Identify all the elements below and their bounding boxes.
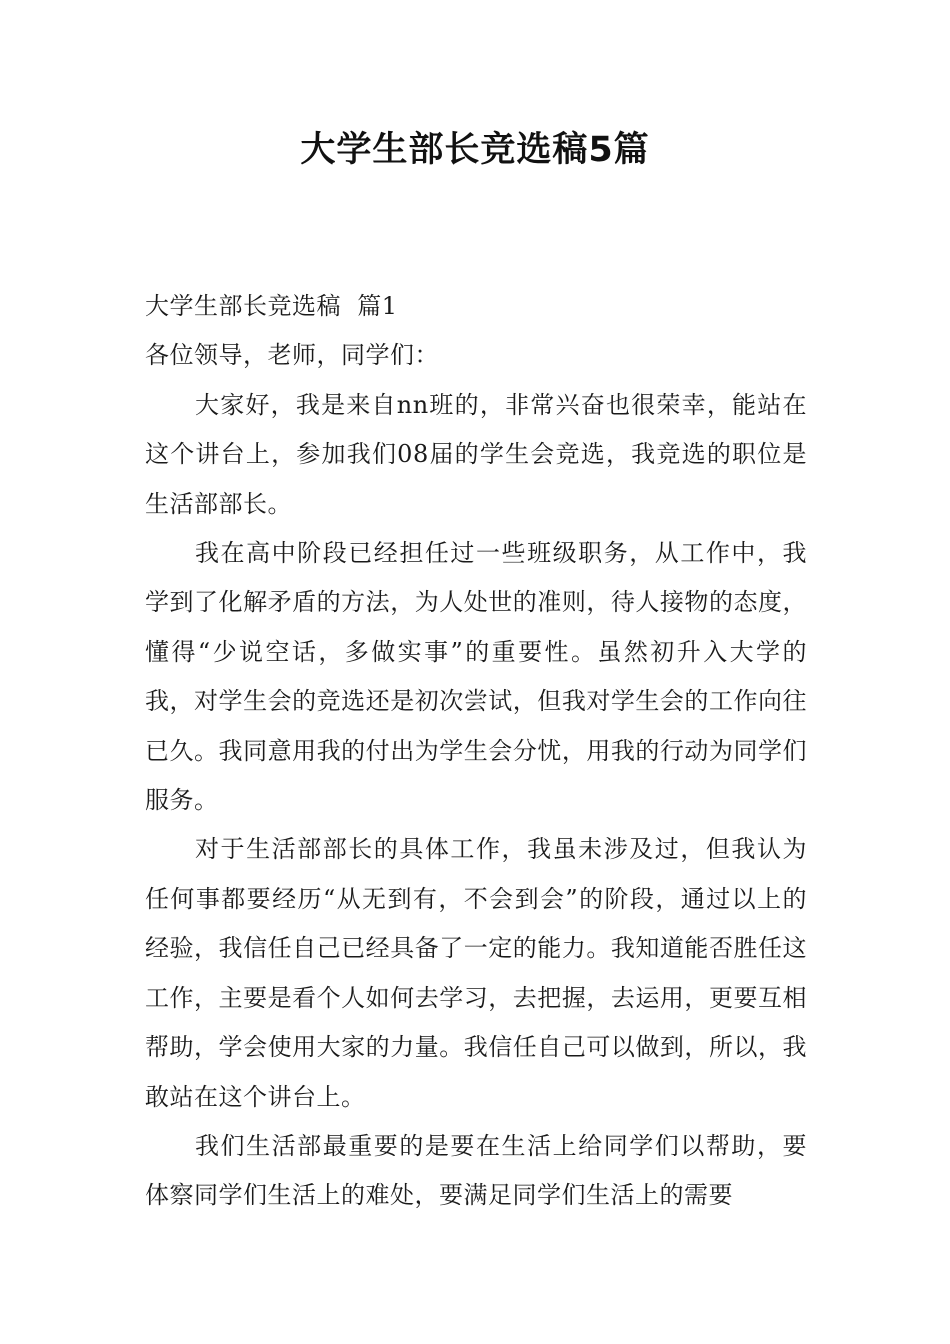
paragraph-3: 对于生活部部长的具体工作，我虽未涉及过，但我认为任何事都要经历“从无到有，不会到会”的阶段，通过以上的经验，我信任自己已经具备了一定的能力。我知道能否胜任这工作，主要是看个人如何去学习，去把握，去运用，更要互相帮助，学会使用大家的力量。我信任自己可以做到，所以，我敢站在这个讲台上。 (145, 835, 807, 1111)
paragraph-1: 大家好，我是来自nn班的，非常兴奋也很荣幸，能站在这个讲台上，参加我们08届的学生会竞选，我竞选的职位是生活部部长。 (145, 390, 807, 518)
salutation: 各位领导，老师，同学们： (145, 341, 439, 370)
paragraph-2: 我在高中阶段已经担任过一些班级职务，从工作中，我学到了化解矛盾的方法，为人处世的准则，待人接物的态度，懂得“少说空话，多做实事”的重要性。虽然初升入大学的我，对学生会的竞选还是初次尝试，但我对学生会的工作向往已久。我同意用我的付出为学生会分忧，用我的行动为同学们服务。 (145, 539, 807, 815)
paragraph-4: 我们生活部最重要的是要在生活上给同学们以帮助，要体察同学们生活上的难处，要满足同学们生活上的需要 (145, 1131, 807, 1210)
document-title: 大学生部长竞选稿5篇 (300, 130, 650, 170)
section-heading: 大学生部长竞选稿 篇1 (145, 292, 398, 320)
document-body (145, 282, 807, 1221)
